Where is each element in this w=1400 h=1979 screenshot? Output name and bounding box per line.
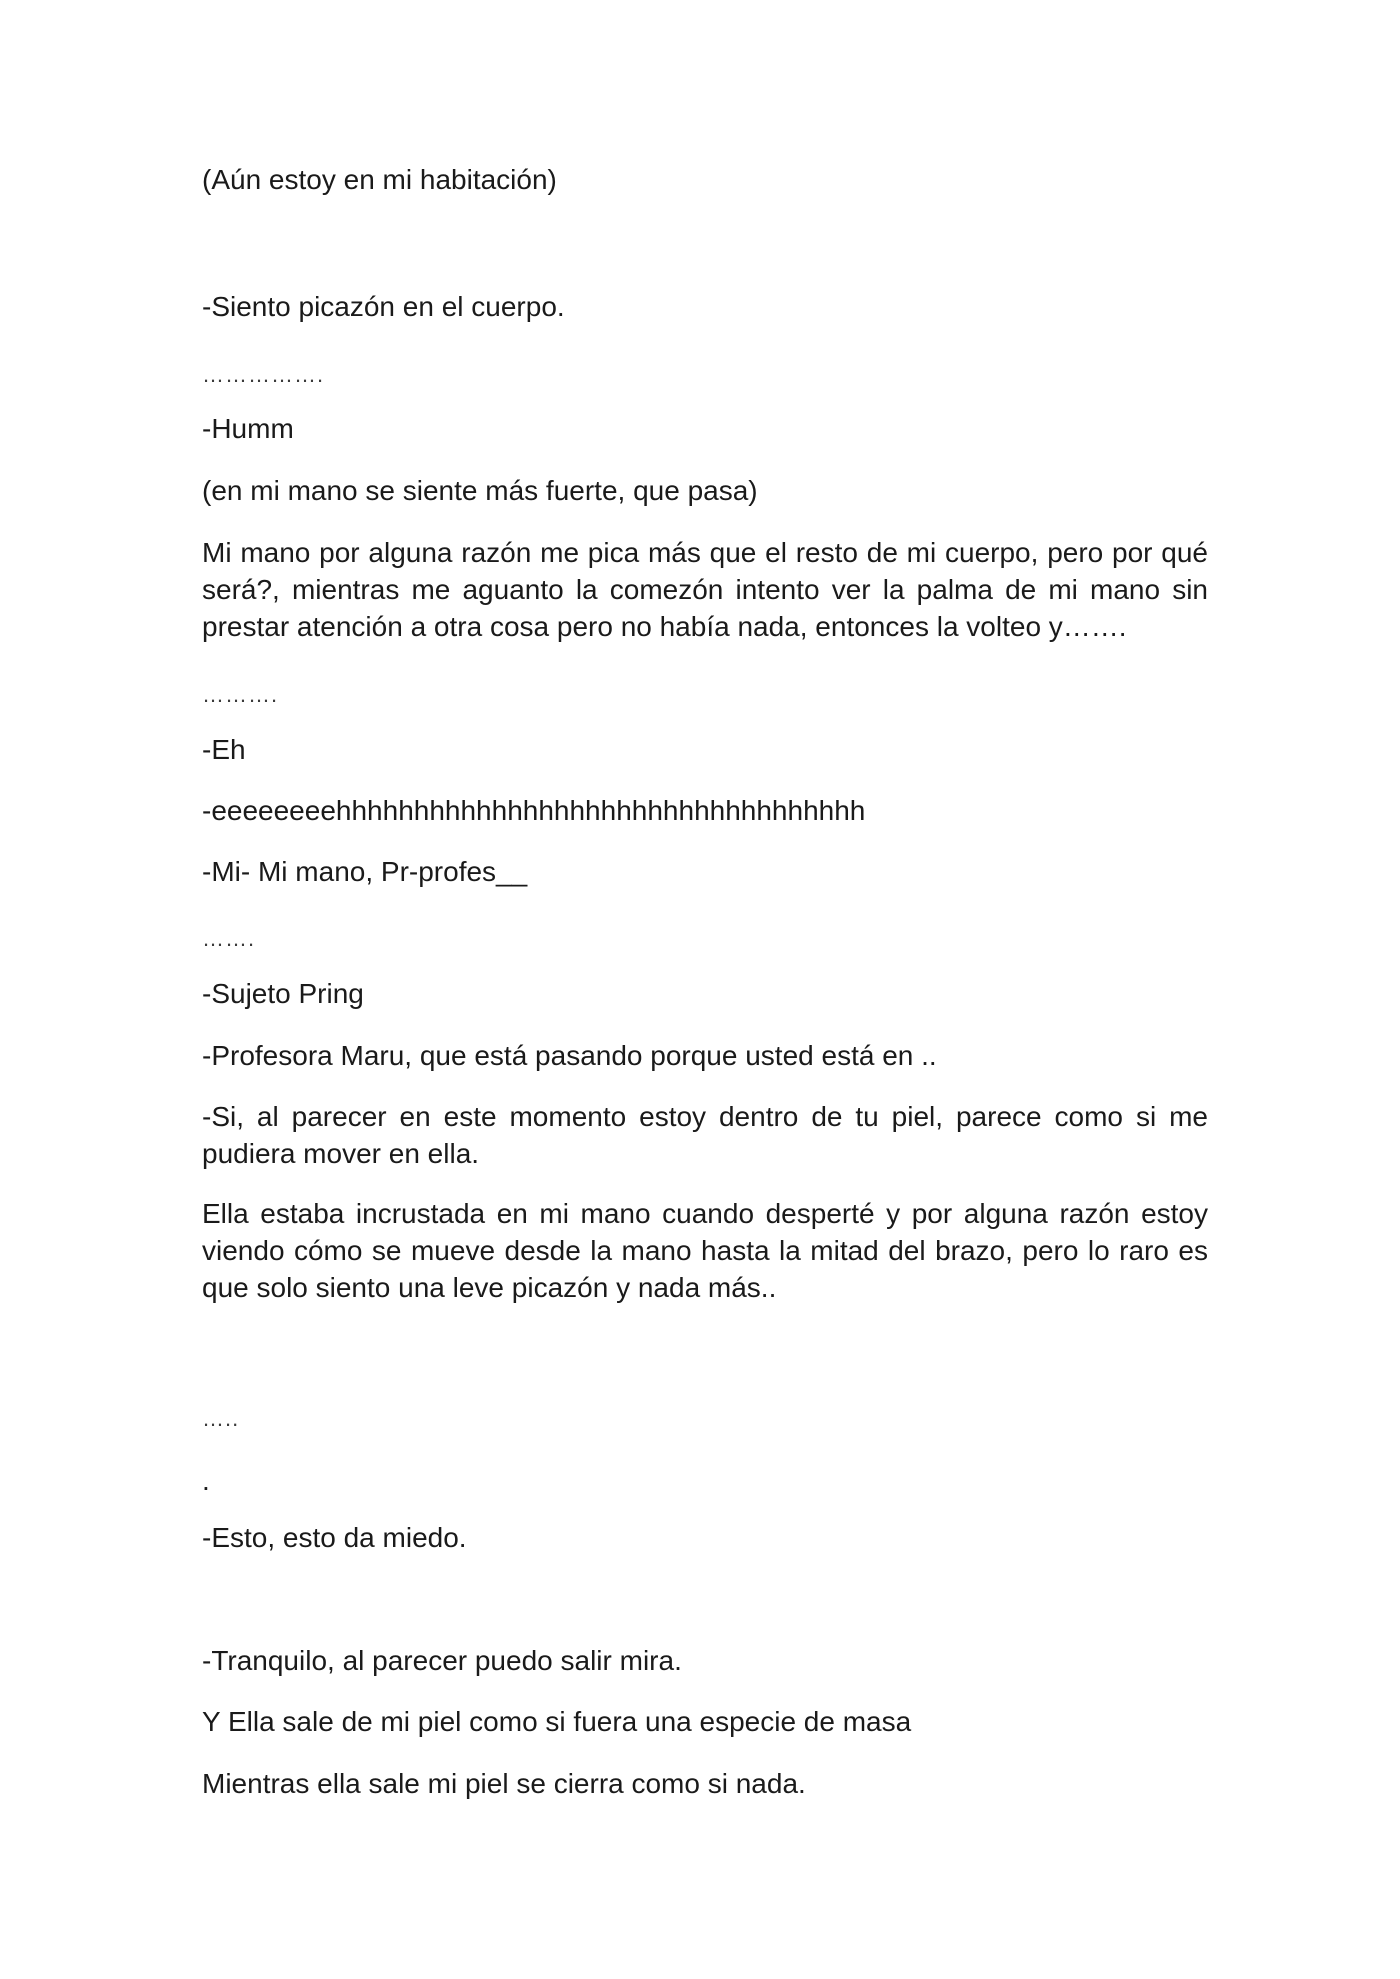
paragraph-hand-itch: Mi mano por alguna razón me pica más que el resto de mi cuerpo, pero por qué será?, mientras me aguanto la comezón intento ver la palma de mi mano sin prestar atención a otra cosa pero no había nada, entonces la volteo y……. (202, 537, 1208, 642)
paragraph-sujeto-pring: -Sujeto Pring (202, 978, 364, 1009)
paragraph-room-note: (Aún estoy en mi habitación) (202, 164, 557, 195)
paragraph-scary: -Esto, esto da miedo. (202, 1522, 467, 1553)
paragraph-skin-closes: Mientras ella sale mi piel se cierra como si nada. (202, 1768, 806, 1799)
paragraph-embedded: Ella estaba incrustada en mi mano cuando desperté y por alguna razón estoy viendo cómo se mueve desde la mano hasta la mitad del brazo, pero lo raro es que solo siento una leve picazón y nada más.. (202, 1198, 1208, 1303)
paragraph-hand-note: (en mi mano se siente más fuerte, que pasa) (202, 475, 758, 506)
paragraph-ellipsis-3: ……. (202, 926, 256, 951)
paragraph-ellipsis-2: ………. (202, 682, 279, 707)
paragraph-eh: -Eh (202, 734, 246, 765)
paragraph-ellipsis-4: ….. (202, 1406, 240, 1431)
paragraph-scream: -eeeeeeeehhhhhhhhhhhhhhhhhhhhhhhhhhhhhhhhhh (202, 795, 866, 826)
paragraph-itching: -Siento picazón en el cuerpo. (202, 291, 565, 322)
paragraph-inside-skin: -Si, al parecer en este momento estoy dentro de tu piel, parece como si me pudiera mover en ella. (202, 1101, 1208, 1169)
paragraph-dot: . (202, 1465, 210, 1496)
paragraph-humm: -Humm (202, 413, 294, 444)
paragraph-profesora-maru: -Profesora Maru, que está pasando porque usted está en .. (202, 1040, 937, 1071)
paragraph-my-hand: -Mi- Mi mano, Pr-profes__ (202, 856, 528, 887)
paragraph-ellipsis-1: ……………. (202, 362, 325, 387)
paragraph-comes-out: Y Ella sale de mi piel como si fuera una especie de masa (202, 1706, 912, 1737)
paragraph-calm: -Tranquilo, al parecer puedo salir mira. (202, 1645, 682, 1676)
